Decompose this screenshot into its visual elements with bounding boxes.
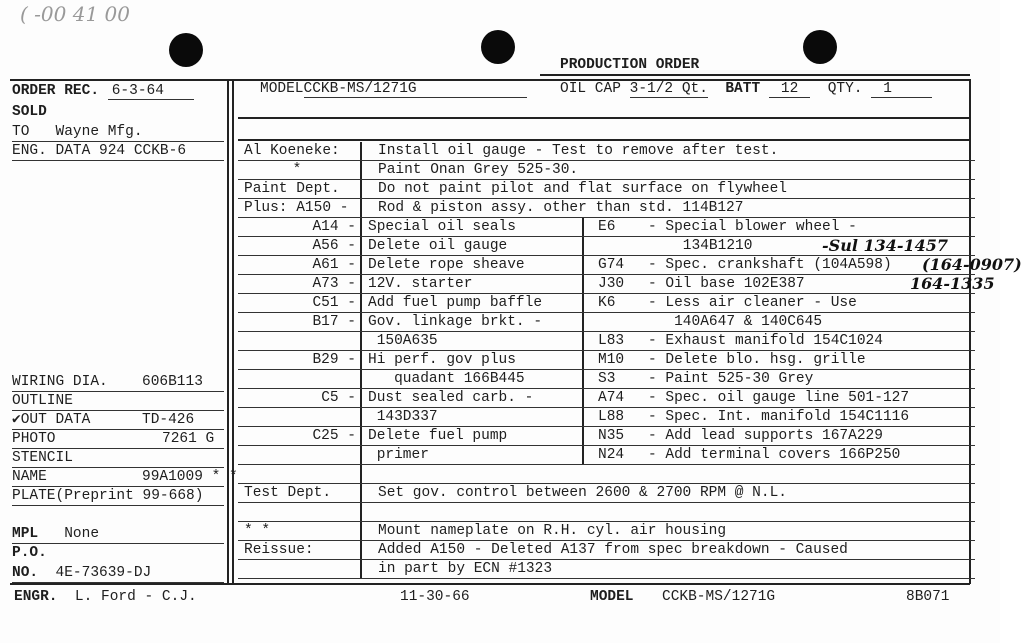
handwritten-note: 164-1335 — [910, 274, 995, 293]
row-label: C51 - — [312, 295, 356, 311]
row-description: 150A635 — [368, 333, 438, 349]
left-field-label: NAME — [12, 469, 47, 485]
row-label — [238, 332, 362, 350]
mpl-label: MPL — [12, 526, 39, 542]
order-rec-field — [12, 83, 194, 100]
row-description: Rod & piston assy. other than std. 114B127 — [378, 200, 744, 216]
row-description: Hi perf. gov plus — [368, 352, 516, 368]
row-label — [238, 408, 362, 426]
model-value: CCKB-MS/1271G — [304, 81, 527, 98]
left-field-value: 7261 G — [162, 431, 215, 447]
table-row — [238, 446, 975, 465]
row-description: Paint Onan Grey 525-30. — [378, 162, 579, 178]
row-label: B29 - — [312, 352, 356, 368]
table-row — [238, 218, 975, 237]
to-value: Wayne Mfg. — [55, 124, 143, 140]
option-description: - Special blower wheel - — [648, 219, 857, 235]
divider — [227, 79, 229, 584]
row-label — [238, 446, 362, 464]
option-code: L83 — [598, 333, 625, 349]
row-label: A56 - — [312, 238, 356, 254]
eng-data: ENG. DATA 924 CCKB-6 — [12, 142, 224, 161]
order-rec-value: 6-3-64 — [108, 83, 194, 100]
left-field-label: ✔OUT DATA — [12, 412, 91, 428]
mpl-value: None — [64, 526, 100, 542]
punch-hole — [169, 33, 203, 67]
left-field — [12, 430, 224, 449]
option-code: N35 — [598, 428, 625, 444]
option-description: 140A647 & 140C645 — [648, 314, 823, 330]
punch-hole — [803, 30, 837, 64]
left-field — [12, 373, 224, 392]
option-description: - Oil base 102E387 — [648, 276, 805, 292]
left-field-label: PLATE(Preprint 99-668) — [12, 488, 204, 504]
row-description: Delete rope sheave — [368, 257, 525, 273]
table-row — [238, 294, 975, 313]
left-field-value: TD-426 — [142, 412, 195, 428]
row-description: Added A150 - Deleted A137 from spec breakdown - Caused — [378, 542, 848, 558]
option-code: E6 — [598, 219, 616, 235]
sold-to-field — [12, 123, 224, 142]
row-description: Mount nameplate on R.H. cyl. air housing — [378, 523, 727, 539]
row-label: A61 - — [312, 257, 356, 273]
table-row — [238, 465, 975, 484]
spec-table — [238, 142, 1022, 579]
table-row — [238, 370, 975, 389]
table-row — [238, 161, 975, 180]
footer-form-number: 8B071 — [906, 589, 950, 605]
row-description: primer — [368, 447, 429, 463]
row-description: Dust sealed carb. - — [368, 390, 534, 406]
left-field-label: PHOTO — [12, 431, 56, 447]
row-label — [238, 503, 362, 521]
table-row — [238, 484, 975, 503]
row-label: * — [292, 162, 302, 178]
row-description: Special oil seals — [368, 219, 516, 235]
table-row — [238, 408, 975, 427]
left-field-label: STENCIL — [12, 450, 73, 466]
row-description: Delete fuel pump — [368, 428, 508, 444]
engr-label: ENGR. — [14, 589, 58, 605]
option-description: 134B1210 — [648, 238, 753, 254]
left-field-value: 99A1009 * * — [142, 469, 238, 485]
model-field — [260, 81, 527, 98]
left-field-label: OUTLINE — [12, 393, 73, 409]
row-description: quadant 166B445 — [368, 371, 525, 387]
table-row — [238, 237, 975, 256]
option-description: - Less air cleaner - Use — [648, 295, 857, 311]
table-row — [238, 351, 975, 370]
divider — [10, 583, 970, 585]
table-row — [238, 274, 995, 294]
row-label: * * — [244, 523, 271, 539]
left-field — [12, 487, 224, 506]
handwritten-note: -Sul 134-1457 — [822, 236, 949, 255]
option-code: A74 — [598, 390, 625, 406]
row-label — [238, 370, 362, 388]
row-label: Test Dept. — [244, 485, 332, 501]
row-label: C25 - — [312, 428, 356, 444]
row-label: A73 - — [312, 276, 356, 292]
left-field-label: WIRING DIA. — [12, 374, 108, 390]
row-description: Install oil gauge - Test to remove after test. — [378, 143, 779, 159]
row-description: 143D337 — [368, 409, 438, 425]
option-code: J30 — [598, 276, 625, 292]
option-description: - Delete blo. hsg. grille — [648, 352, 866, 368]
left-field — [12, 468, 238, 487]
qty-label: QTY. — [827, 81, 863, 97]
punch-hole — [481, 30, 515, 64]
batt-value: 12 — [769, 81, 810, 98]
row-label: B17 - — [312, 314, 356, 330]
qty-value: 1 — [871, 81, 932, 98]
handwritten-note: (164-0907) — [922, 255, 1022, 274]
table-row — [238, 142, 975, 161]
table-row — [238, 522, 975, 541]
divider — [232, 79, 234, 584]
option-code: L88 — [598, 409, 625, 425]
divider — [238, 117, 969, 119]
table-row — [238, 332, 975, 351]
table-row — [238, 255, 1022, 275]
option-code: S3 — [598, 371, 616, 387]
left-field — [12, 449, 224, 468]
page-title: PRODUCTION ORDER — [560, 57, 700, 73]
table-row — [238, 199, 975, 218]
table-row — [238, 313, 975, 332]
option-code: N24 — [598, 447, 625, 463]
po-label: P.O. — [12, 545, 47, 561]
table-row — [238, 560, 975, 579]
table-row — [238, 389, 975, 408]
left-field — [12, 392, 224, 411]
handwritten-scribble: ( -00 41 00 — [20, 2, 130, 26]
option-code: K6 — [598, 295, 616, 311]
sold-label: SOLD — [12, 104, 47, 120]
row-label: Plus: A150 - — [244, 200, 349, 216]
table-row — [238, 503, 975, 522]
option-description: - Exhaust manifold 154C1024 — [648, 333, 883, 349]
row-description: Do not paint pilot and flat surface on flywheel — [378, 181, 787, 197]
row-label: A14 - — [312, 219, 356, 235]
option-description: - Paint 525-30 Grey — [648, 371, 814, 387]
row-description: Add fuel pump baffle — [368, 295, 543, 311]
option-description: - Add lead supports 167A229 — [648, 428, 883, 444]
table-row — [238, 180, 975, 199]
oil-cap-label: OIL CAP — [560, 81, 621, 97]
row-label — [238, 560, 362, 578]
mpl-field — [12, 525, 224, 544]
option-code: M10 — [598, 352, 625, 368]
po-number-value: 4E-73639-DJ — [55, 565, 152, 581]
divider — [238, 139, 969, 141]
option-description: - Spec. Int. manifold 154C1116 — [648, 409, 910, 425]
left-field-value: 606B113 — [142, 374, 203, 390]
row-label: Paint Dept. — [244, 181, 340, 197]
row-label — [238, 465, 362, 483]
no-label: NO. — [12, 565, 39, 581]
option-description: - Spec. crankshaft (104A598) — [648, 257, 892, 273]
option-code: G74 — [598, 257, 625, 273]
row-description: 12V. starter — [368, 276, 473, 292]
row-label: C5 - — [321, 390, 356, 406]
batt-label: BATT — [725, 81, 761, 97]
oil-cap-value: 3-1/2 Qt. — [629, 81, 708, 97]
footer-model-label: MODEL — [590, 589, 634, 605]
footer-model-value: CCKB-MS/1271G — [662, 589, 776, 605]
row-description: Gov. linkage brkt. - — [368, 314, 543, 330]
row-label: Al Koeneke: — [244, 143, 340, 159]
to-label: TO — [12, 124, 30, 140]
row-label: Reissue: — [244, 542, 314, 558]
row-description: in part by ECN #1323 — [378, 561, 553, 577]
table-row — [238, 541, 975, 560]
oil-cap-field — [560, 81, 932, 98]
row-description: Delete oil gauge — [368, 238, 508, 254]
option-description: - Spec. oil gauge line 501-127 — [648, 390, 910, 406]
table-row — [238, 427, 975, 446]
divider — [540, 74, 970, 76]
order-rec-label: ORDER REC. — [12, 83, 100, 99]
footer-date: 11-30-66 — [400, 589, 470, 605]
po-number-field — [12, 564, 224, 583]
left-field — [12, 411, 224, 430]
option-description: - Add terminal covers 166P250 — [648, 447, 901, 463]
row-description: Set gov. control between 2600 & 2700 RPM @ N.L. — [378, 485, 787, 501]
model-label: MODEL — [260, 81, 304, 97]
engineer-field — [14, 589, 197, 606]
engr-value: L. Ford - C.J. — [74, 589, 197, 605]
